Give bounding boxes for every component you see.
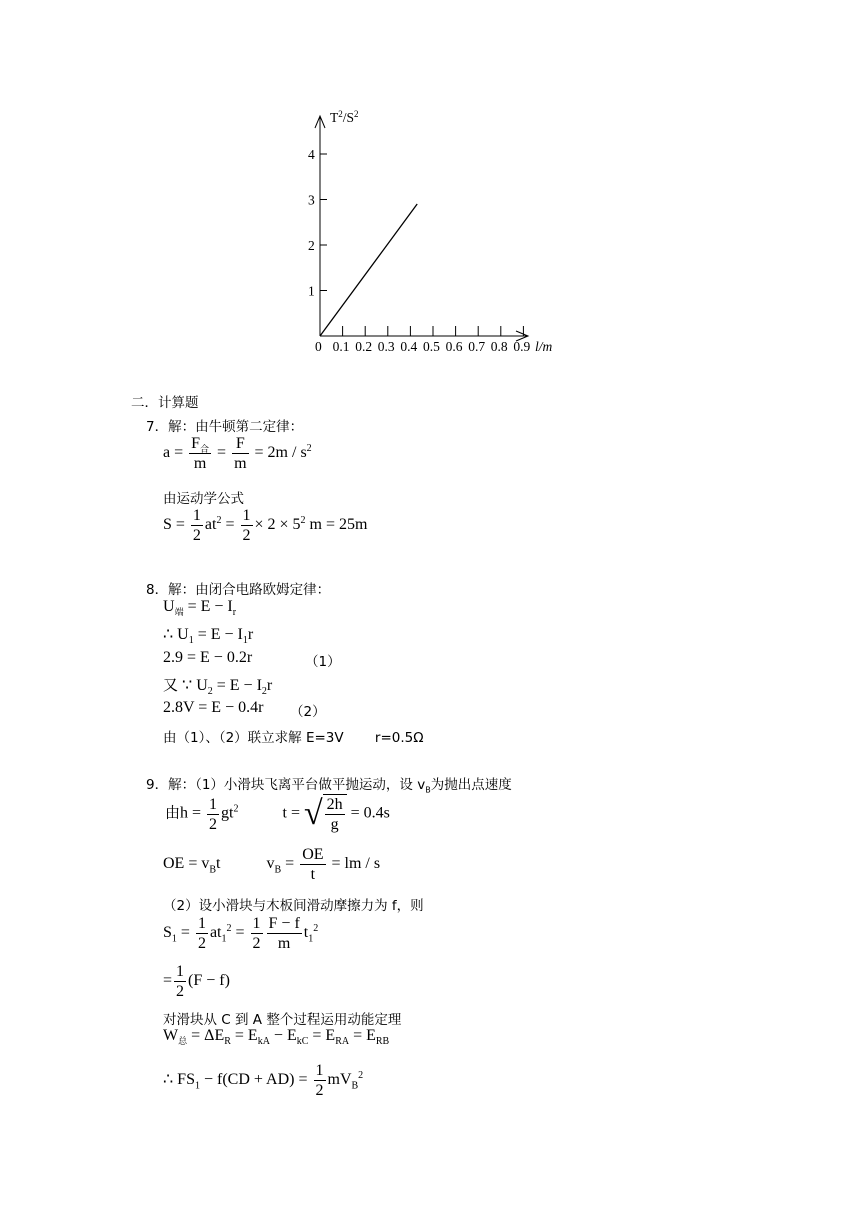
q7-acceleration-formula: a = $\frac{F_合}{m}$ = $\frac{F}{m}$ = $2m / s^2$: [163, 435, 312, 472]
q9-intro: 9．解：（1）小滑块飞离平台做平抛运动，设 $v_B$为抛出点速度: [146, 777, 512, 795]
q9-eq-height: 由h = $\frac{1}{2}$ $gt^2$ t = √ $\frac{2h}{g}$ = 0.4s: [165, 795, 390, 833]
q9-eq-s1-simplified: = $\frac{1}{2}$ (F − f): [163, 963, 230, 1000]
chart-series: [320, 204, 417, 336]
q7-displacement-formula: S = $\frac{1}{2}$ $at^2$ = $\frac{1}{2}$ × $2 \times 5^2$ m = 25m: [163, 507, 368, 544]
x-axis-label: l/m: [535, 339, 553, 354]
q8-result: 由（1）、（2）联立求解 E=3V r=0.5Ω: [163, 730, 424, 746]
x-tick-label: 0.6: [445, 339, 463, 354]
q8-eq-u1: ∴ $U_1 = E - I_1r$: [163, 626, 254, 647]
q9-part2: （2）设小滑块与木板间滑动摩擦力为 f，则: [163, 898, 424, 914]
x-tick-label: 0.5: [423, 339, 440, 354]
y-tick-label: 2: [308, 238, 315, 253]
x-tick-label: 0.1: [332, 339, 350, 354]
y-axis-label: $T^2/S^2$: [330, 109, 359, 125]
q9-eq-final: ∴ $FS_1 - f(CD + AD)$ = $\frac{1}{2}$ $mV_B^2$: [163, 1062, 364, 1099]
q9-energy-label: 对滑块从 C 到 A 整个过程运用动能定理: [163, 1012, 402, 1028]
data-line: [320, 204, 417, 336]
q7-intro: 7．解：由牛顿第二定律：: [146, 419, 304, 435]
x-tick-label: 0.7: [468, 339, 486, 354]
x-tick-label: 0.9: [513, 339, 531, 354]
chart-axes: [315, 116, 528, 341]
q8-eq-2: 2.8V = E − 0.4r: [163, 699, 264, 716]
q9-eq-velocity: OE = $v_Bt$ $v_B$ = $\frac{OE}{t}$ = lm / s: [163, 846, 381, 883]
y-tick-label: 1: [308, 283, 315, 299]
x-tick-label: 0.3: [377, 339, 395, 354]
q8-intro: 8．解：由闭合电路欧姆定律：: [146, 582, 331, 598]
period-length-chart: [0, 0, 865, 380]
y-tick-label: 3: [308, 192, 315, 208]
q9-eq-s1: $S_1$ = $\frac{1}{2}$ $at_1^2$ = $\frac{1}{2}$ $\frac{F - f}{m}$ $t_1^2$: [163, 915, 319, 952]
chart-ticks: [308, 147, 531, 354]
q8-eq-terminal: $U_端 = E - I_r$: [163, 598, 237, 619]
q8-mark-1: （1）: [305, 654, 341, 670]
x-tick-label: 0.8: [490, 339, 508, 354]
x-tick-label: 0: [315, 339, 322, 354]
x-tick-label: 0.4: [400, 339, 418, 354]
x-tick-label: 0.2: [355, 339, 373, 354]
q8-eq-1: 2.9 = E − 0.2r: [163, 649, 253, 666]
y-tick-label: 4: [308, 147, 315, 162]
q9-eq-work: $W_总 = \Delta E_R = E_{kA} - E_{kC} = E_{RA} = E_{RB}$: [163, 1027, 390, 1048]
q7-kinematics-label: 由运动学公式: [163, 491, 244, 507]
section-heading: 二．计算题: [131, 395, 199, 411]
q8-mark-2: （2）: [290, 704, 326, 720]
q8-eq-u2: 又 ∵ $U_2 = E - I_2r$: [163, 676, 273, 698]
